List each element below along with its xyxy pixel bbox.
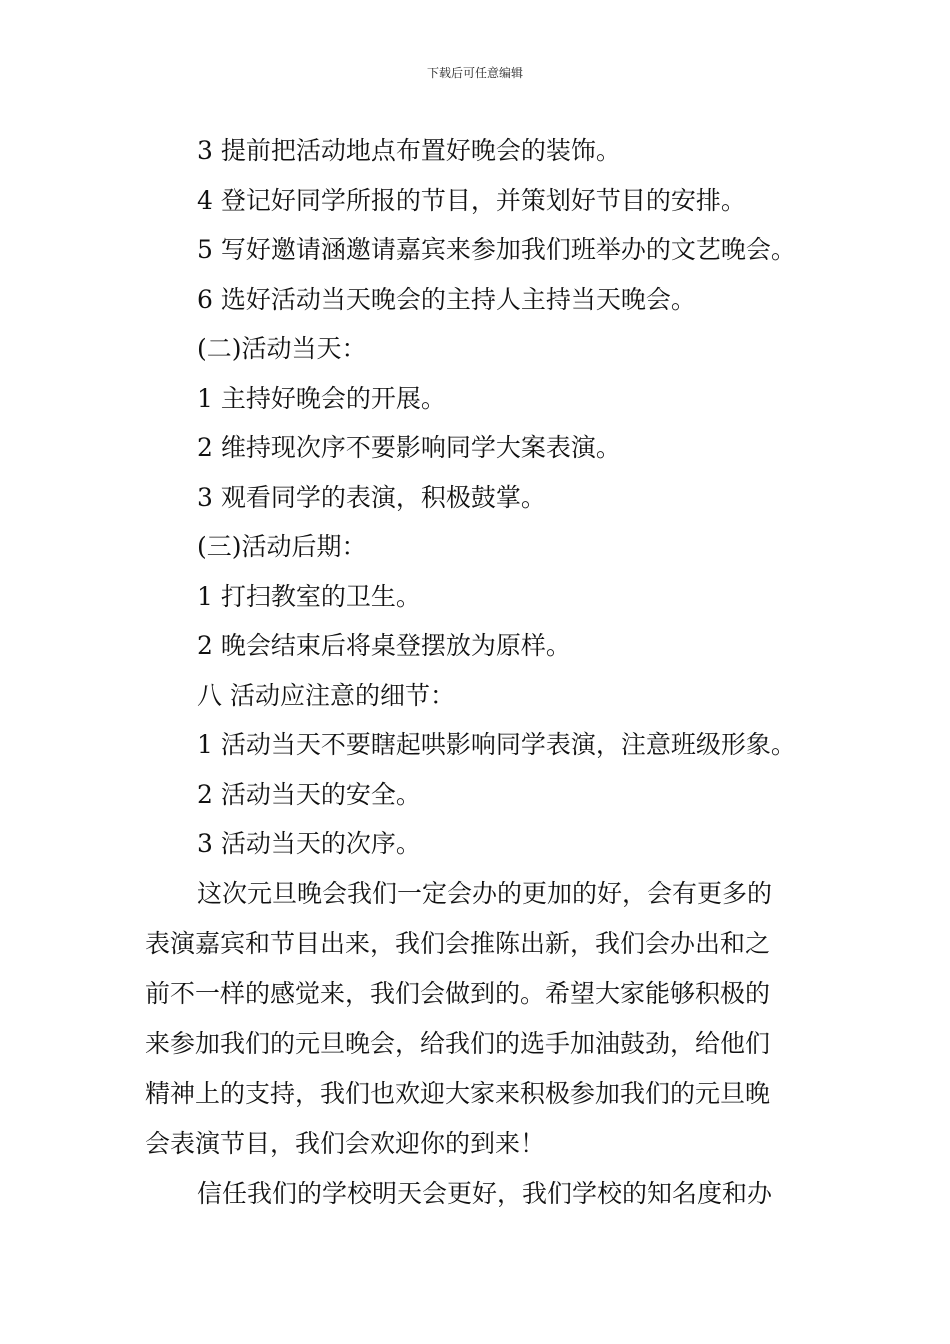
list-item: 2 维持现次序不要影响同学大案表演。 (197, 433, 621, 462)
list-item: 3 提前把活动地点布置好晚会的装饰。 (197, 136, 621, 165)
list-item: 4 登记好同学所报的节目，并策划好节目的安排。 (197, 185, 746, 215)
list-item: 1 打扫教室的卫生。 (197, 581, 421, 611)
paragraph (145, 1169, 810, 1219)
section-heading: 八 活动应注意的细节： (197, 680, 455, 710)
paragraph-line: 前不一样的感觉来，我们会做到的。希望大家能够积极的 (145, 978, 771, 1008)
paragraph-line: 这次元旦晚会我们一定会办的更加的好，会有更多的 (197, 878, 773, 908)
list-item: 5 写好邀请涵邀请嘉宾来参加我们班举办的文艺晚会。 (197, 235, 796, 264)
list-item: 6 选好活动当天晚会的主持人主持当天晚会。 (197, 284, 696, 314)
section-heading: (三)活动后期： (197, 532, 367, 561)
list-item: 3 观看同学的表演，积极鼓掌。 (197, 482, 546, 512)
list-item: 2 晚会结束后将桌登摆放为原样。 (197, 631, 571, 660)
page-header: 下载后可任意编辑 (426, 66, 523, 80)
paragraph-line: 来参加我们的元旦晚会，给我们的选手加油鼓劲，给他们 (145, 1028, 771, 1058)
list-item: 1 活动当天不要瞎起哄影响同学表演，注意班级形象。 (197, 730, 796, 759)
paragraph (145, 869, 810, 1169)
paragraph-line: 表演嘉宾和节目出来，我们会推陈出新，我们会办出和之 (145, 928, 771, 958)
list-item: 1 主持好晚会的开展。 (197, 383, 446, 413)
paragraph-line: 信任我们的学校明天会更好，我们学校的知名度和办 (197, 1178, 773, 1208)
list-item: 3 活动当天的次序。 (197, 829, 421, 858)
document-body (145, 126, 810, 1219)
list-item: 2 活动当天的安全。 (197, 779, 421, 809)
section-heading: (二)活动当天： (197, 334, 367, 363)
paragraph-line: 精神上的支持，我们也欢迎大家来积极参加我们的元旦晚 (145, 1078, 771, 1108)
paragraph-line: 会表演节目，我们会欢迎你的到来！ (145, 1128, 546, 1158)
